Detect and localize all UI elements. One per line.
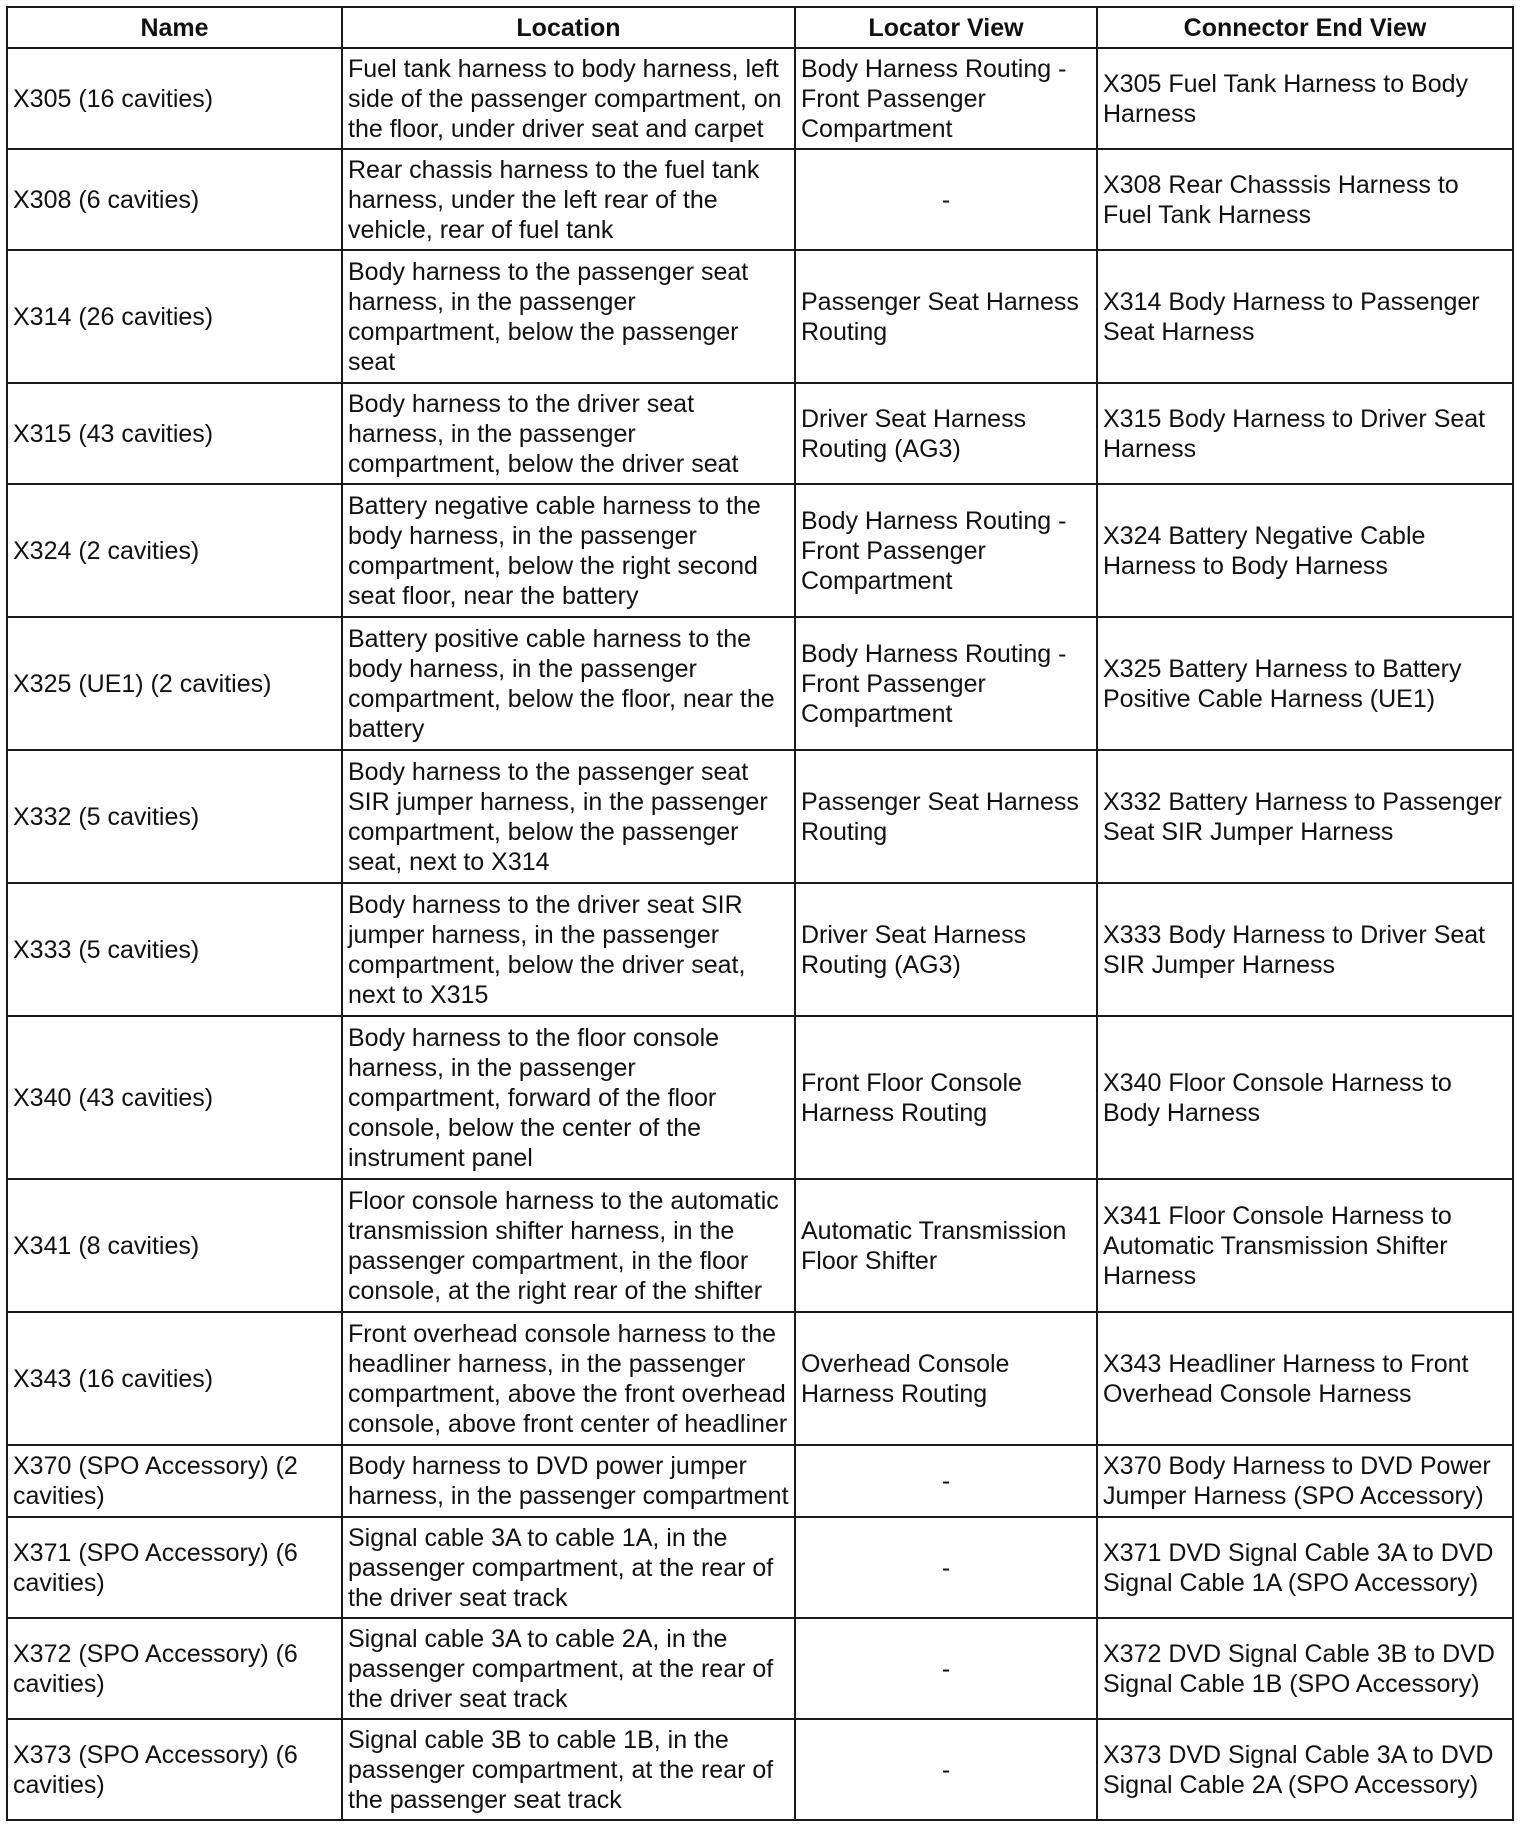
table-row <box>7 48 1513 149</box>
cell-name: X332 (5 cavities) <box>7 750 342 883</box>
cell-name: X324 (2 cavities) <box>7 484 342 617</box>
cell-locator-view: Automatic Transmission Floor Shifter <box>795 1179 1097 1312</box>
cell-locator-view: - <box>795 1517 1097 1618</box>
cell-locator-view: Passenger Seat Harness Routing <box>795 750 1097 883</box>
cell-locator-view: Driver Seat Harness Routing (AG3) <box>795 883 1097 1016</box>
table-row <box>7 149 1513 250</box>
cell-location: Body harness to the passenger seat harness, in the passenger compartment, below the passenger seat <box>342 250 795 383</box>
cell-location: Fuel tank harness to body harness, left side of the passenger compartment, on the floor, under driver seat and carpet <box>342 48 795 149</box>
cell-location: Body harness to the driver seat harness, in the passenger compartment, below the driver seat <box>342 383 795 484</box>
cell-location: Front overhead console harness to the headliner harness, in the passenger compartment, above the front overhead console, above front center of headliner <box>342 1312 795 1445</box>
cell-connector-end-view: X341 Floor Console Harness to Automatic Transmission Shifter Harness <box>1097 1179 1513 1312</box>
cell-location: Signal cable 3A to cable 2A, in the passenger compartment, at the rear of the driver seat track <box>342 1618 795 1719</box>
cell-name: X333 (5 cavities) <box>7 883 342 1016</box>
cell-name: X370 (SPO Accessory) (2 cavities) <box>7 1445 342 1517</box>
table-row <box>7 1517 1513 1618</box>
header-row <box>7 7 1513 48</box>
cell-location: Battery negative cable harness to the body harness, in the passenger compartment, below the right second seat floor, near the battery <box>342 484 795 617</box>
table-row <box>7 883 1513 1016</box>
cell-name: X343 (16 cavities) <box>7 1312 342 1445</box>
table-row <box>7 617 1513 750</box>
cell-name: X340 (43 cavities) <box>7 1016 342 1179</box>
cell-locator-view: Front Floor Console Harness Routing <box>795 1016 1097 1179</box>
table-row <box>7 1179 1513 1312</box>
cell-connector-end-view: X343 Headliner Harness to Front Overhead Console Harness <box>1097 1312 1513 1445</box>
table-row <box>7 383 1513 484</box>
cell-connector-end-view: X373 DVD Signal Cable 3A to DVD Signal Cable 2A (SPO Accessory) <box>1097 1719 1513 1820</box>
cell-connector-end-view: X305 Fuel Tank Harness to Body Harness <box>1097 48 1513 149</box>
cell-locator-view: - <box>795 1445 1097 1517</box>
cell-location: Body harness to DVD power jumper harness, in the passenger compartment <box>342 1445 795 1517</box>
cell-location: Rear chassis harness to the fuel tank harness, under the left rear of the vehicle, rear of fuel tank <box>342 149 795 250</box>
cell-location: Signal cable 3B to cable 1B, in the passenger compartment, at the rear of the passenger seat track <box>342 1719 795 1820</box>
cell-name: X305 (16 cavities) <box>7 48 342 149</box>
header-name: Name <box>7 7 342 48</box>
cell-locator-view: - <box>795 1719 1097 1820</box>
cell-connector-end-view: X325 Battery Harness to Battery Positive Cable Harness (UE1) <box>1097 617 1513 750</box>
table-row <box>7 1445 1513 1517</box>
cell-name: X341 (8 cavities) <box>7 1179 342 1312</box>
table-row <box>7 1016 1513 1179</box>
cell-locator-view: - <box>795 1618 1097 1719</box>
cell-location: Signal cable 3A to cable 1A, in the passenger compartment, at the rear of the driver seat track <box>342 1517 795 1618</box>
cell-connector-end-view: X315 Body Harness to Driver Seat Harness <box>1097 383 1513 484</box>
table-row <box>7 250 1513 383</box>
cell-location: Body harness to the driver seat SIR jumper harness, in the passenger compartment, below the driver seat, next to X315 <box>342 883 795 1016</box>
table-row <box>7 750 1513 883</box>
cell-name: X372 (SPO Accessory) (6 cavities) <box>7 1618 342 1719</box>
cell-location: Body harness to the passenger seat SIR jumper harness, in the passenger compartment, below the passenger seat, next to X314 <box>342 750 795 883</box>
cell-connector-end-view: X333 Body Harness to Driver Seat SIR Jumper Harness <box>1097 883 1513 1016</box>
cell-connector-end-view: X370 Body Harness to DVD Power Jumper Harness (SPO Accessory) <box>1097 1445 1513 1517</box>
cell-connector-end-view: X340 Floor Console Harness to Body Harness <box>1097 1016 1513 1179</box>
table-row <box>7 1312 1513 1445</box>
header-connector-end-view: Connector End View <box>1097 7 1513 48</box>
table-row <box>7 1618 1513 1719</box>
cell-location: Floor console harness to the automatic transmission shifter harness, in the passenger compartment, in the floor console, at the right rear of the shifter <box>342 1179 795 1312</box>
cell-location: Body harness to the floor console harness, in the passenger compartment, forward of the floor console, below the center of the instrument panel <box>342 1016 795 1179</box>
table-row <box>7 1719 1513 1820</box>
header-locator-view: Locator View <box>795 7 1097 48</box>
cell-locator-view: - <box>795 149 1097 250</box>
cell-connector-end-view: X332 Battery Harness to Passenger Seat SIR Jumper Harness <box>1097 750 1513 883</box>
cell-locator-view: Passenger Seat Harness Routing <box>795 250 1097 383</box>
connector-table <box>6 6 1514 1821</box>
cell-locator-view: Body Harness Routing - Front Passenger Compartment <box>795 617 1097 750</box>
header-location: Location <box>342 7 795 48</box>
cell-locator-view: Body Harness Routing - Front Passenger Compartment <box>795 484 1097 617</box>
cell-connector-end-view: X308 Rear Chasssis Harness to Fuel Tank Harness <box>1097 149 1513 250</box>
cell-name: X373 (SPO Accessory) (6 cavities) <box>7 1719 342 1820</box>
cell-connector-end-view: X314 Body Harness to Passenger Seat Harness <box>1097 250 1513 383</box>
table-row <box>7 484 1513 617</box>
cell-name: X315 (43 cavities) <box>7 383 342 484</box>
cell-connector-end-view: X372 DVD Signal Cable 3B to DVD Signal Cable 1B (SPO Accessory) <box>1097 1618 1513 1719</box>
cell-name: X314 (26 cavities) <box>7 250 342 383</box>
cell-location: Battery positive cable harness to the body harness, in the passenger compartment, below the floor, near the battery <box>342 617 795 750</box>
cell-connector-end-view: X324 Battery Negative Cable Harness to Body Harness <box>1097 484 1513 617</box>
cell-locator-view: Driver Seat Harness Routing (AG3) <box>795 383 1097 484</box>
cell-connector-end-view: X371 DVD Signal Cable 3A to DVD Signal Cable 1A (SPO Accessory) <box>1097 1517 1513 1618</box>
cell-name: X308 (6 cavities) <box>7 149 342 250</box>
document-page <box>6 6 1514 1821</box>
cell-locator-view: Body Harness Routing - Front Passenger Compartment <box>795 48 1097 149</box>
cell-locator-view: Overhead Console Harness Routing <box>795 1312 1097 1445</box>
cell-name: X325 (UE1) (2 cavities) <box>7 617 342 750</box>
cell-name: X371 (SPO Accessory) (6 cavities) <box>7 1517 342 1618</box>
